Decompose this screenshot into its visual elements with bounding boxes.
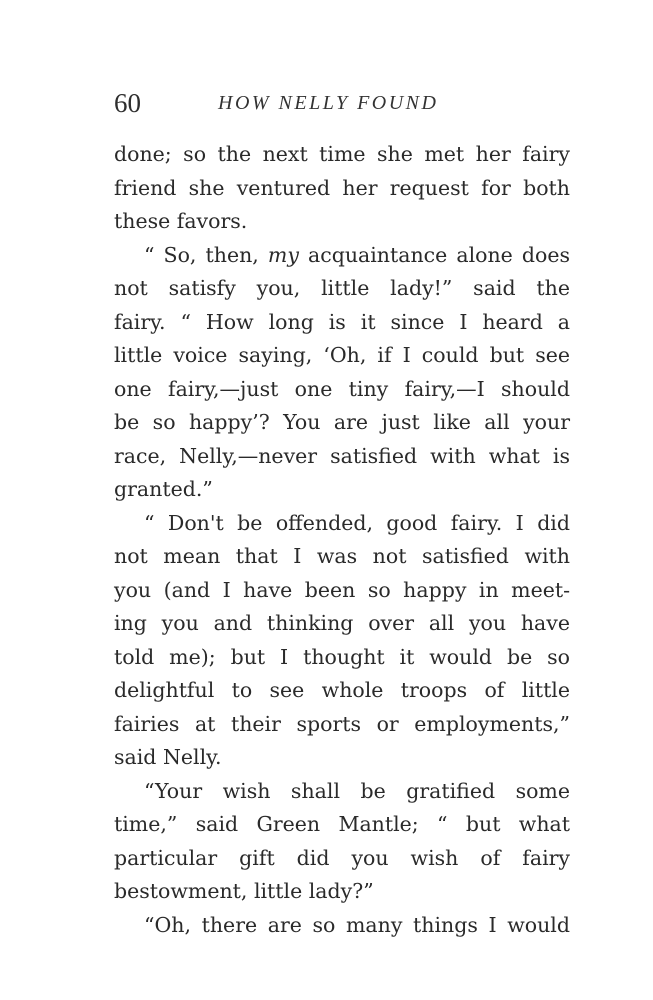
- text-line: fairy. “ How long is it since I heard a: [114, 309, 570, 334]
- running-title: HOW NELLY FOUND: [218, 92, 439, 114]
- text-line: these favors.: [114, 209, 248, 233]
- text-line: done; so the next time she met her fairy: [114, 142, 570, 166]
- text-line: granted.”: [114, 477, 213, 501]
- text-line: [114, 239, 570, 273]
- text-line: ing you and thinking over all you have: [114, 611, 570, 635]
- text-line: time,” said Green Mantle; “ but what: [114, 812, 570, 836]
- text-line: not satisfy you, little lady!” said the: [114, 276, 570, 300]
- text-line: particular gift did you wish of fairy: [114, 845, 570, 870]
- body-text: [114, 138, 570, 942]
- text-line: “Your wish shall be gratified some: [144, 778, 570, 803]
- text-fragment: acquaintance alone does: [298, 242, 570, 267]
- text-line: little voice saying, ‘Oh, if I could but see: [114, 343, 570, 367]
- text-line: “ Don't be offended, good fairy. I did: [144, 510, 570, 535]
- text-line: one fairy,—just one tiny fairy,—I should: [114, 376, 570, 401]
- text-line: race, Nelly,—never satisfied with what is: [114, 443, 570, 468]
- text-line: bestowment, little lady?”: [114, 879, 374, 903]
- text-line: be so happy’? You are just like all your: [114, 410, 570, 434]
- text-fragment: “ So, then,: [144, 242, 268, 267]
- text-line: “Oh, there are so many things I would: [144, 912, 570, 937]
- running-head: [114, 86, 574, 120]
- text-line: said Nelly.: [114, 745, 222, 769]
- page-number: 60: [114, 88, 141, 118]
- text-line: delightful to see whole troops of little: [114, 678, 570, 702]
- text-line: friend she ventured her request for both: [114, 175, 570, 200]
- text-line: fairies at their sports or employments,”: [114, 711, 570, 736]
- text-line: not mean that I was not satisfied with: [114, 544, 570, 568]
- italic-word: my: [267, 242, 299, 267]
- text-line: told me); but I thought it would be so: [114, 644, 570, 669]
- text-line: you (and I have been so happy in meet-: [114, 577, 570, 602]
